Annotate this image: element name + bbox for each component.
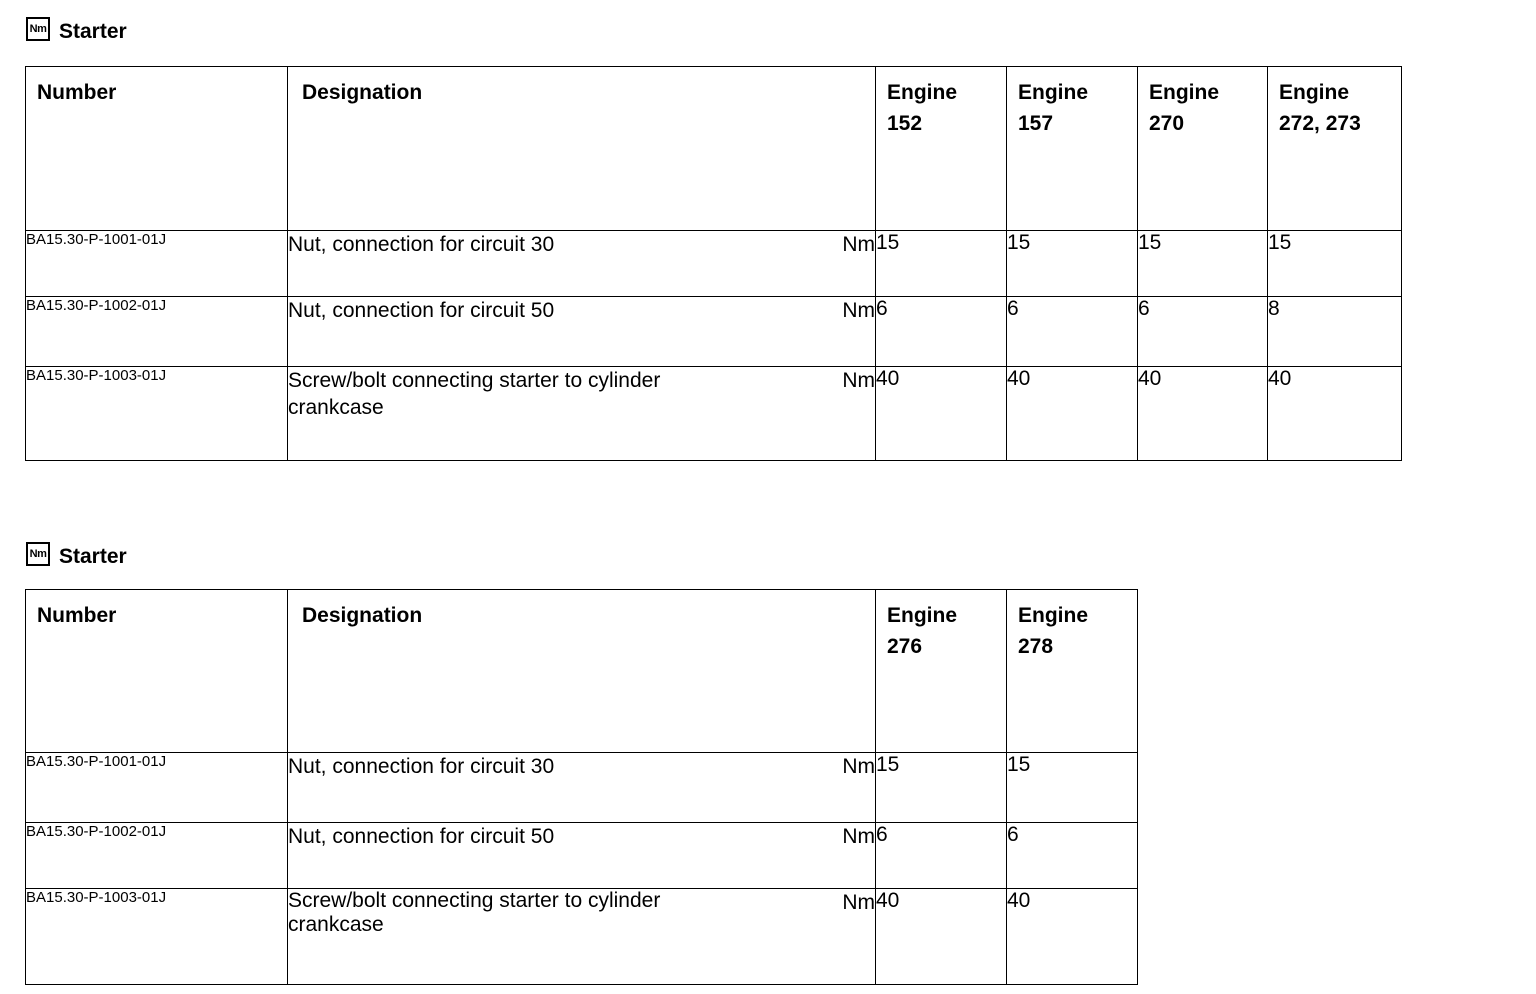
table-row bbox=[26, 297, 1402, 367]
torque-value: 15 bbox=[876, 231, 1007, 297]
torque-table bbox=[25, 589, 1138, 985]
torque-value: 6 bbox=[1138, 297, 1268, 367]
torque-value: 40 bbox=[876, 367, 1007, 461]
section-title bbox=[26, 543, 127, 571]
designation: Nut, connection for circuit 50 Nm bbox=[288, 823, 876, 889]
header-number: Number bbox=[26, 67, 288, 231]
torque-value: 15 bbox=[1138, 231, 1268, 297]
header-designation: Designation bbox=[288, 590, 876, 753]
torque-value: 8 bbox=[1268, 297, 1402, 367]
torque-nm-icon: Nm bbox=[26, 542, 50, 566]
torque-value: 6 bbox=[1007, 297, 1138, 367]
header-engine: Engine 278 bbox=[1007, 590, 1138, 753]
section-title-text: Starter bbox=[59, 545, 127, 568]
designation: Nut, connection for circuit 30 Nm bbox=[288, 753, 876, 823]
torque-nm-icon: Nm bbox=[26, 17, 50, 41]
table-row bbox=[26, 753, 1138, 823]
unit: Nm bbox=[842, 369, 875, 392]
designation: Nut, connection for circuit 50 Nm bbox=[288, 297, 876, 367]
header-engine: Engine 270 bbox=[1138, 67, 1268, 231]
header-engine: Engine 157 bbox=[1007, 67, 1138, 231]
designation: Nut, connection for circuit 30 Nm bbox=[288, 231, 876, 297]
torque-value: 6 bbox=[1007, 823, 1138, 889]
section-title-text: Starter bbox=[59, 20, 127, 43]
designation: Screw/bolt connecting starter to cylinder crankcase Nm bbox=[288, 367, 876, 461]
section-title bbox=[26, 18, 127, 46]
table-header-row bbox=[26, 590, 1138, 753]
table-row bbox=[26, 367, 1402, 461]
unit: Nm bbox=[842, 891, 875, 914]
unit: Nm bbox=[842, 825, 875, 848]
torque-table bbox=[25, 66, 1402, 461]
table-row bbox=[26, 889, 1138, 985]
torque-value: 6 bbox=[876, 823, 1007, 889]
torque-value: 15 bbox=[1007, 753, 1138, 823]
part-number: BA15.30-P-1001-01J bbox=[26, 753, 288, 823]
table-row bbox=[26, 823, 1138, 889]
torque-value: 15 bbox=[876, 753, 1007, 823]
torque-value: 15 bbox=[1268, 231, 1402, 297]
part-number: BA15.30-P-1001-01J bbox=[26, 231, 288, 297]
header-engine: Engine 272, 273 bbox=[1268, 67, 1402, 231]
header-designation: Designation bbox=[288, 67, 876, 231]
part-number: BA15.30-P-1003-01J bbox=[26, 889, 288, 985]
part-number: BA15.30-P-1002-01J bbox=[26, 823, 288, 889]
unit: Nm bbox=[842, 233, 875, 256]
torque-value: 40 bbox=[1007, 889, 1138, 985]
table-header-row bbox=[26, 67, 1402, 231]
part-number: BA15.30-P-1002-01J bbox=[26, 297, 288, 367]
header-number: Number bbox=[26, 590, 288, 753]
header-engine: Engine 152 bbox=[876, 67, 1007, 231]
unit: Nm bbox=[842, 299, 875, 322]
torque-value: 15 bbox=[1007, 231, 1138, 297]
torque-value: 40 bbox=[1268, 367, 1402, 461]
torque-value: 40 bbox=[1138, 367, 1268, 461]
unit: Nm bbox=[842, 755, 875, 778]
torque-value: 40 bbox=[876, 889, 1007, 985]
part-number: BA15.30-P-1003-01J bbox=[26, 367, 288, 461]
table-row bbox=[26, 231, 1402, 297]
torque-value: 40 bbox=[1007, 367, 1138, 461]
designation: Screw/bolt connecting starter to cylinder crankcase Nm bbox=[288, 889, 876, 985]
header-engine: Engine 276 bbox=[876, 590, 1007, 753]
torque-value: 6 bbox=[876, 297, 1007, 367]
